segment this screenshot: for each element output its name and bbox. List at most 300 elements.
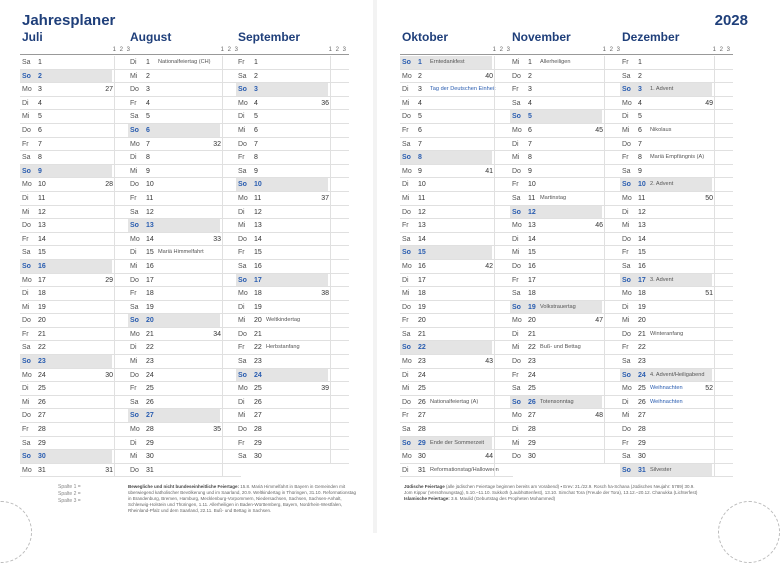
day-number: 22 <box>38 344 46 352</box>
weekday-label: Mi <box>512 59 520 66</box>
day-row[interactable] <box>20 178 133 192</box>
day-row[interactable] <box>400 56 513 70</box>
day-row[interactable] <box>128 138 241 152</box>
day-number: 23 <box>528 358 536 366</box>
day-row[interactable] <box>128 301 241 315</box>
day-row[interactable] <box>620 341 733 355</box>
day-row[interactable] <box>128 233 241 247</box>
check-columns[interactable] <box>714 165 733 178</box>
day-row[interactable] <box>620 206 733 220</box>
check-columns[interactable] <box>714 423 733 436</box>
day-row[interactable] <box>128 341 241 355</box>
day-row[interactable] <box>400 233 513 247</box>
day-row[interactable] <box>620 260 733 274</box>
day-row[interactable] <box>236 246 349 260</box>
day-row[interactable] <box>236 110 349 124</box>
check-columns[interactable] <box>714 437 733 450</box>
day-row[interactable] <box>20 287 133 301</box>
day-row[interactable] <box>128 192 241 206</box>
day-row[interactable] <box>20 355 133 369</box>
day-row[interactable] <box>20 369 133 383</box>
day-row[interactable] <box>20 219 133 233</box>
day-row[interactable] <box>236 192 349 206</box>
check-columns[interactable] <box>714 287 733 300</box>
check-columns[interactable] <box>714 396 733 409</box>
day-row[interactable] <box>400 409 513 423</box>
day-row[interactable] <box>620 138 733 152</box>
check-columns[interactable] <box>330 314 349 327</box>
day-row[interactable] <box>128 287 241 301</box>
day-row[interactable] <box>400 124 513 138</box>
day-row[interactable] <box>400 192 513 206</box>
weekday-label: Do <box>512 453 521 461</box>
check-columns[interactable] <box>714 301 733 314</box>
check-columns[interactable] <box>714 341 733 354</box>
check-columns[interactable] <box>330 219 349 232</box>
check-columns[interactable] <box>330 355 349 368</box>
day-row[interactable] <box>400 464 513 478</box>
day-row[interactable] <box>400 138 513 152</box>
day-row[interactable] <box>20 314 133 328</box>
check-columns[interactable] <box>714 464 733 477</box>
check-columns[interactable] <box>714 233 733 246</box>
day-row[interactable] <box>510 97 623 111</box>
weekday-label: Sa <box>22 154 31 162</box>
check-columns[interactable] <box>714 450 733 463</box>
day-row[interactable] <box>510 110 623 124</box>
day-number: 16 <box>38 262 46 270</box>
day-number: 30 <box>638 453 646 461</box>
weekday-label: Di <box>622 398 629 406</box>
check-columns[interactable] <box>714 192 733 205</box>
day-row[interactable] <box>128 450 241 464</box>
day-number: 4 <box>638 99 642 107</box>
day-row[interactable] <box>620 328 733 342</box>
check-columns[interactable] <box>330 274 349 287</box>
check-columns[interactable] <box>714 83 733 96</box>
day-row[interactable] <box>510 178 623 192</box>
day-row[interactable] <box>236 83 349 97</box>
check-columns[interactable] <box>222 464 241 477</box>
day-number: 26 <box>38 398 46 406</box>
day-row[interactable] <box>236 301 349 315</box>
footer-left-title: Bewegliche und nicht bundeseinheitliche Feiertage: <box>128 484 240 489</box>
check-columns[interactable] <box>714 369 733 382</box>
day-row[interactable] <box>236 437 349 451</box>
day-row[interactable] <box>128 110 241 124</box>
day-row[interactable] <box>620 110 733 124</box>
day-row[interactable] <box>236 341 349 355</box>
day-row[interactable] <box>20 70 133 84</box>
check-columns[interactable] <box>330 287 349 300</box>
check-columns[interactable] <box>714 56 733 69</box>
check-columns[interactable] <box>714 110 733 123</box>
check-columns[interactable] <box>714 138 733 151</box>
day-row[interactable] <box>400 206 513 220</box>
check-columns[interactable] <box>330 110 349 123</box>
weekday-label: Fr <box>130 99 137 107</box>
day-row[interactable] <box>20 246 133 260</box>
day-row[interactable] <box>620 287 733 301</box>
day-row[interactable] <box>510 328 623 342</box>
day-row[interactable] <box>510 165 623 179</box>
day-row[interactable] <box>620 396 733 410</box>
day-row[interactable] <box>620 314 733 328</box>
day-row[interactable] <box>510 437 623 451</box>
day-row[interactable] <box>510 314 623 328</box>
check-columns[interactable] <box>714 219 733 232</box>
day-row[interactable] <box>510 274 623 288</box>
day-row[interactable] <box>400 260 513 274</box>
day-row[interactable] <box>620 70 733 84</box>
holiday-label: Reformationstag/Halloween <box>430 466 499 473</box>
day-row[interactable] <box>510 409 623 423</box>
day-row[interactable] <box>128 423 241 437</box>
day-row[interactable] <box>236 355 349 369</box>
day-row[interactable] <box>128 464 241 478</box>
day-row[interactable] <box>20 138 133 152</box>
day-row[interactable] <box>510 396 623 410</box>
day-number: 3 <box>146 86 150 94</box>
day-row[interactable] <box>20 97 133 111</box>
day-number: 7 <box>38 140 42 148</box>
day-number: 26 <box>638 398 646 406</box>
day-row[interactable] <box>510 382 623 396</box>
spalte-1: Spalte 1 = <box>58 484 81 490</box>
day-row[interactable] <box>236 233 349 247</box>
check-columns[interactable] <box>714 124 733 137</box>
day-row[interactable] <box>510 355 623 369</box>
day-row[interactable] <box>510 192 623 206</box>
day-row[interactable] <box>400 219 513 233</box>
day-row[interactable] <box>236 97 349 111</box>
day-row[interactable] <box>236 328 349 342</box>
check-columns[interactable] <box>330 124 349 137</box>
weekday-label: Mo <box>512 126 522 134</box>
day-row[interactable] <box>128 396 241 410</box>
weekday-label: Mi <box>130 262 138 270</box>
day-row[interactable] <box>400 450 513 464</box>
day-row[interactable] <box>128 151 241 165</box>
check-columns[interactable] <box>330 341 349 354</box>
day-row[interactable] <box>20 328 133 342</box>
weekday-label: Mi <box>402 385 410 393</box>
day-row[interactable] <box>20 233 133 247</box>
day-row[interactable] <box>20 110 133 124</box>
check-columns[interactable] <box>330 97 349 110</box>
check-columns[interactable] <box>494 464 513 477</box>
day-row[interactable] <box>236 165 349 179</box>
day-row[interactable] <box>400 83 513 97</box>
check-columns[interactable] <box>330 151 349 164</box>
day-row[interactable] <box>620 165 733 179</box>
day-row[interactable] <box>128 124 241 138</box>
day-number: 29 <box>38 439 46 447</box>
day-row[interactable] <box>510 124 623 138</box>
weekday-label: Do <box>402 303 411 311</box>
day-number: 15 <box>146 249 154 257</box>
day-row[interactable] <box>20 437 133 451</box>
week-number: 44 <box>485 453 493 461</box>
check-columns[interactable] <box>714 274 733 287</box>
footer-right-note <box>404 484 704 502</box>
day-row[interactable] <box>20 382 133 396</box>
weekday-label: Mo <box>622 99 632 107</box>
day-row[interactable] <box>400 355 513 369</box>
day-row[interactable] <box>510 233 623 247</box>
day-row[interactable] <box>400 396 513 410</box>
day-row[interactable] <box>128 328 241 342</box>
day-row[interactable] <box>236 151 349 165</box>
day-row[interactable] <box>128 83 241 97</box>
day-row[interactable] <box>510 423 623 437</box>
day-row[interactable] <box>128 97 241 111</box>
weekday-label: Di <box>512 140 519 148</box>
day-row[interactable] <box>620 274 733 288</box>
day-row[interactable] <box>620 124 733 138</box>
day-row[interactable] <box>400 437 513 451</box>
week-number: 42 <box>485 262 493 270</box>
day-row[interactable] <box>400 246 513 260</box>
day-row[interactable] <box>400 165 513 179</box>
weekday-label: Mi <box>622 412 630 420</box>
check-columns[interactable] <box>330 437 349 450</box>
day-row[interactable] <box>400 287 513 301</box>
day-row[interactable] <box>128 382 241 396</box>
day-row[interactable] <box>620 83 733 97</box>
check-columns[interactable] <box>714 206 733 219</box>
day-row[interactable] <box>510 56 623 70</box>
day-row[interactable] <box>400 369 513 383</box>
check-columns[interactable] <box>330 246 349 259</box>
day-row[interactable] <box>236 219 349 233</box>
day-row[interactable] <box>620 355 733 369</box>
day-row[interactable] <box>20 56 133 70</box>
day-row[interactable] <box>20 423 133 437</box>
day-row[interactable] <box>620 151 733 165</box>
day-row[interactable] <box>236 450 349 464</box>
day-row[interactable] <box>128 260 241 274</box>
check-columns[interactable] <box>714 178 733 191</box>
day-row[interactable] <box>620 301 733 315</box>
holiday-label: Nikolaus <box>650 126 672 133</box>
day-row[interactable] <box>20 409 133 423</box>
check-columns[interactable] <box>330 192 349 205</box>
day-row[interactable] <box>236 274 349 288</box>
day-number: 25 <box>528 385 536 393</box>
day-row[interactable] <box>236 423 349 437</box>
day-row[interactable] <box>400 110 513 124</box>
day-row[interactable] <box>510 70 623 84</box>
day-row[interactable] <box>620 382 733 396</box>
day-row[interactable] <box>236 382 349 396</box>
day-row[interactable] <box>128 314 241 328</box>
day-row[interactable] <box>620 233 733 247</box>
day-row[interactable] <box>400 178 513 192</box>
day-row[interactable] <box>400 301 513 315</box>
day-number: 17 <box>146 276 154 284</box>
check-columns[interactable] <box>330 56 349 69</box>
day-row[interactable] <box>620 369 733 383</box>
day-number: 27 <box>418 412 426 420</box>
day-row[interactable] <box>620 423 733 437</box>
day-row[interactable] <box>510 260 623 274</box>
day-row[interactable] <box>128 219 241 233</box>
day-number: 12 <box>254 208 262 216</box>
check-columns[interactable] <box>330 260 349 273</box>
check-columns[interactable] <box>330 423 349 436</box>
day-number: 5 <box>418 113 422 121</box>
check-columns[interactable] <box>714 314 733 327</box>
day-row[interactable] <box>620 437 733 451</box>
weekday-label: Fr <box>402 412 409 420</box>
day-row[interactable] <box>20 165 133 179</box>
day-row[interactable] <box>20 192 133 206</box>
day-number: 10 <box>146 181 154 189</box>
day-row[interactable] <box>620 246 733 260</box>
weekday-label: Mi <box>130 72 138 80</box>
day-row[interactable] <box>620 192 733 206</box>
day-row[interactable] <box>128 274 241 288</box>
check-columns[interactable] <box>714 70 733 83</box>
day-row[interactable] <box>236 287 349 301</box>
check-columns[interactable] <box>714 246 733 259</box>
day-row[interactable] <box>236 138 349 152</box>
weekday-label: Do <box>130 466 139 474</box>
check-columns[interactable] <box>330 83 349 96</box>
day-row[interactable] <box>128 206 241 220</box>
day-row[interactable] <box>510 83 623 97</box>
check-columns[interactable] <box>330 328 349 341</box>
day-row[interactable] <box>128 409 241 423</box>
day-row[interactable] <box>400 382 513 396</box>
check-columns[interactable] <box>330 396 349 409</box>
day-row[interactable] <box>20 341 133 355</box>
day-row[interactable] <box>400 423 513 437</box>
weekday-label: So <box>622 181 631 189</box>
check-columns[interactable] <box>714 355 733 368</box>
day-row[interactable] <box>20 450 133 464</box>
day-row[interactable] <box>236 56 349 70</box>
weekday-label: Di <box>22 385 29 393</box>
check-columns[interactable] <box>330 70 349 83</box>
day-number: 2 <box>638 72 642 80</box>
day-row[interactable] <box>400 328 513 342</box>
day-row[interactable] <box>20 206 133 220</box>
day-row[interactable] <box>510 219 623 233</box>
day-row[interactable] <box>128 70 241 84</box>
check-columns[interactable] <box>330 138 349 151</box>
day-row[interactable] <box>620 178 733 192</box>
check-columns[interactable] <box>330 165 349 178</box>
weekend-shade <box>128 124 220 137</box>
day-row[interactable] <box>236 314 349 328</box>
weekday-label: Fr <box>402 222 409 230</box>
day-row[interactable] <box>400 274 513 288</box>
check-columns[interactable] <box>330 233 349 246</box>
day-row[interactable] <box>20 260 133 274</box>
day-row[interactable] <box>128 165 241 179</box>
day-row[interactable] <box>20 396 133 410</box>
check-columns[interactable] <box>330 409 349 422</box>
day-row[interactable] <box>236 409 349 423</box>
check-columns[interactable] <box>714 97 733 110</box>
check-columns[interactable] <box>714 260 733 273</box>
check-columns[interactable] <box>330 206 349 219</box>
day-row[interactable] <box>510 151 623 165</box>
day-row[interactable] <box>510 450 623 464</box>
day-row[interactable] <box>128 355 241 369</box>
check-columns[interactable] <box>330 450 349 463</box>
check-columns[interactable] <box>330 301 349 314</box>
day-row[interactable] <box>510 246 623 260</box>
day-row[interactable] <box>620 97 733 111</box>
day-row[interactable] <box>510 287 623 301</box>
day-row[interactable] <box>236 124 349 138</box>
weekday-label: So <box>238 181 247 189</box>
day-row[interactable] <box>236 70 349 84</box>
day-row[interactable] <box>620 409 733 423</box>
weekday-label: So <box>130 126 139 134</box>
day-row[interactable] <box>620 219 733 233</box>
day-row[interactable] <box>620 450 733 464</box>
day-row[interactable] <box>400 70 513 84</box>
day-row[interactable] <box>236 369 349 383</box>
day-row[interactable] <box>510 206 623 220</box>
day-number: 21 <box>528 330 536 338</box>
day-row[interactable] <box>20 83 133 97</box>
day-row[interactable] <box>128 246 241 260</box>
day-row[interactable] <box>128 369 241 383</box>
day-row[interactable] <box>400 341 513 355</box>
holiday-label: Herbstanfang <box>266 344 300 351</box>
day-row[interactable] <box>510 301 623 315</box>
check-columns[interactable] <box>330 369 349 382</box>
day-row[interactable] <box>620 56 733 70</box>
day-row[interactable] <box>20 301 133 315</box>
check-columns[interactable] <box>714 151 733 164</box>
check-columns[interactable] <box>714 409 733 422</box>
check-columns[interactable] <box>330 382 349 395</box>
day-row[interactable] <box>400 97 513 111</box>
day-row[interactable] <box>20 464 133 478</box>
day-number: 22 <box>254 344 262 352</box>
day-row[interactable] <box>510 341 623 355</box>
day-row[interactable] <box>510 138 623 152</box>
day-row[interactable] <box>400 314 513 328</box>
day-row[interactable] <box>20 151 133 165</box>
day-row[interactable] <box>236 260 349 274</box>
weekday-label: Mo <box>22 181 32 189</box>
check-columns[interactable] <box>714 382 733 395</box>
day-row[interactable] <box>20 274 133 288</box>
day-number: 22 <box>418 344 426 352</box>
day-row[interactable] <box>128 178 241 192</box>
day-row[interactable] <box>20 124 133 138</box>
day-row[interactable] <box>620 464 733 478</box>
day-row[interactable] <box>236 396 349 410</box>
check-columns[interactable] <box>714 328 733 341</box>
day-number: 16 <box>418 262 426 270</box>
day-row[interactable] <box>128 56 241 70</box>
day-row[interactable] <box>236 178 349 192</box>
day-row[interactable] <box>510 369 623 383</box>
day-row[interactable] <box>400 151 513 165</box>
check-columns[interactable] <box>330 178 349 191</box>
day-row[interactable] <box>236 206 349 220</box>
holiday-label: 1. Advent <box>650 86 674 93</box>
day-row[interactable] <box>128 437 241 451</box>
